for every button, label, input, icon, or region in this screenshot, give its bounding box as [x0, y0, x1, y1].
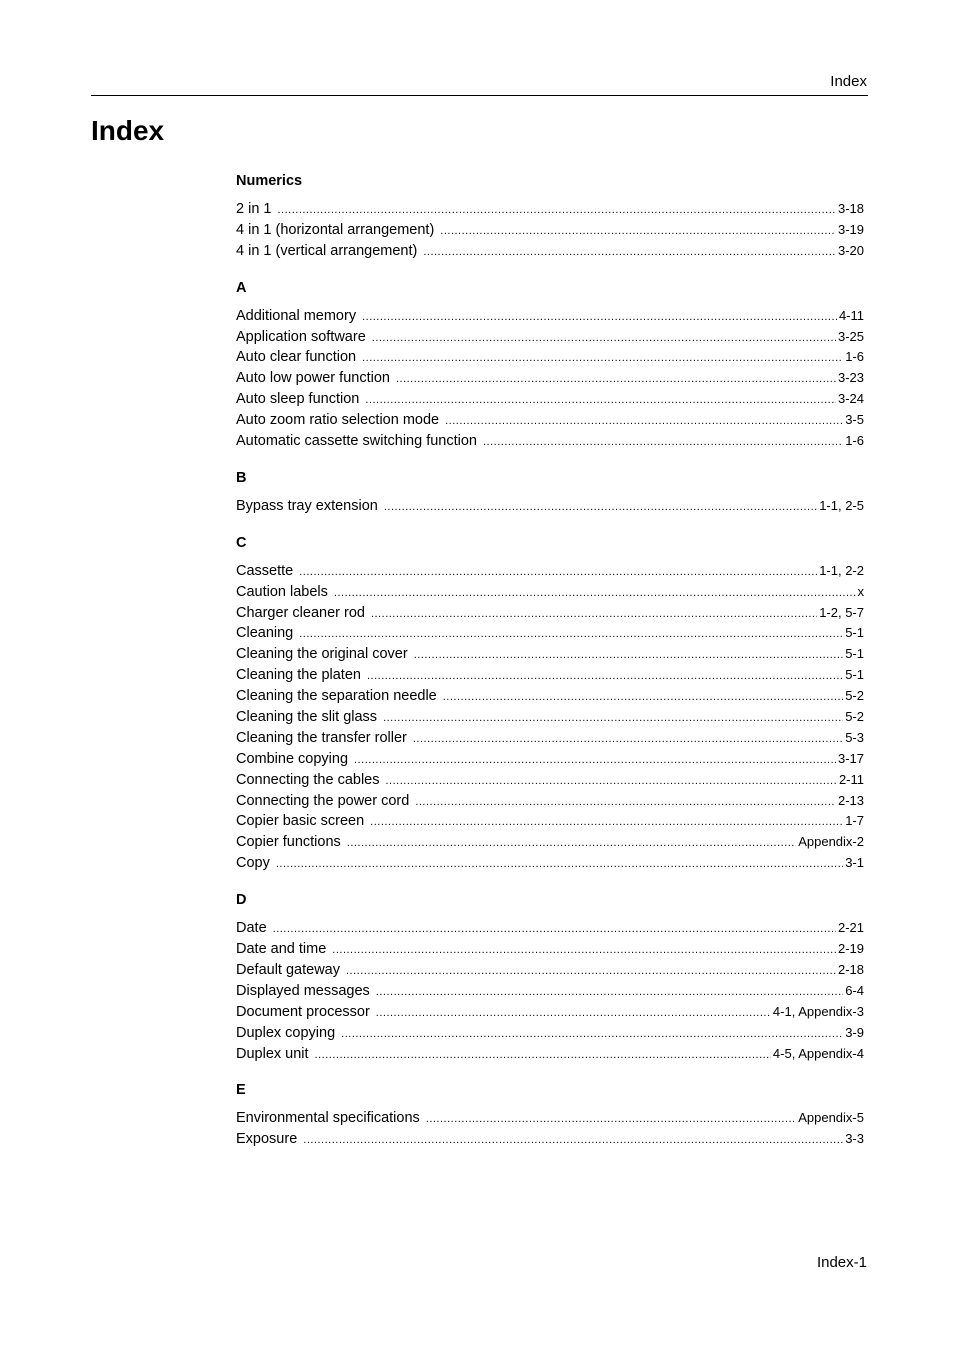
page-number: Index-1: [816, 1254, 867, 1271]
section-heading: Numerics: [236, 173, 303, 189]
index-section: [236, 468, 864, 517]
entry-page-ref: 2-11: [838, 771, 864, 787]
dot-leader: [315, 1045, 771, 1066]
entry-page-ref: 1-2, 5-7: [819, 604, 864, 620]
index-entry: [236, 603, 864, 624]
index-entry: [236, 623, 864, 644]
section-heading: B: [236, 469, 247, 486]
entry-page-ref: 2-18: [837, 961, 864, 977]
entry-term: Cleaning the slit glass: [236, 709, 378, 726]
index-entry: [236, 220, 864, 241]
dot-leader: [354, 750, 836, 771]
entry-page-ref: 3-3: [845, 1131, 864, 1147]
index-entry: [236, 981, 864, 1002]
entry-term: Auto zoom ratio selection mode: [236, 412, 440, 429]
entry-page-ref: 5-1: [845, 667, 864, 683]
section-heading: A: [236, 279, 247, 296]
index-section: [236, 533, 864, 874]
section-heading: E: [236, 1082, 246, 1099]
dot-leader: [370, 812, 843, 833]
section-heading: C: [236, 534, 247, 551]
entry-page-ref: 1-6: [845, 349, 864, 365]
entry-term: Cleaning the transfer roller: [236, 729, 407, 746]
index-entry: [236, 1044, 864, 1065]
dot-leader: [440, 221, 836, 242]
running-header: Index: [830, 73, 867, 90]
dot-leader: [396, 369, 836, 390]
index-section: [236, 1080, 864, 1150]
entry-page-ref: Appendix-2: [798, 834, 864, 850]
entry-page-ref: 2-13: [837, 792, 864, 808]
entry-page-ref: 3-9: [845, 1024, 864, 1040]
entry-term: 2 in 1: [236, 201, 272, 217]
dot-leader: [371, 604, 817, 625]
index-entry: [236, 728, 864, 749]
entry-term: Combine copying: [236, 750, 349, 767]
index-section: [236, 278, 864, 452]
index-entry: [236, 686, 864, 707]
index-entry: [236, 431, 864, 452]
entry-page-ref: 5-2: [845, 688, 864, 704]
index-entry: [236, 389, 864, 410]
index-entry: [236, 770, 864, 791]
index-entry: [236, 644, 864, 665]
index-entry: [236, 749, 864, 770]
entry-page-ref: 3-23: [837, 370, 864, 386]
dot-leader: [483, 432, 843, 453]
entry-page-ref: 3-1: [845, 855, 864, 871]
entry-page-ref: 2-19: [837, 941, 864, 957]
entry-page-ref: 3-17: [837, 750, 864, 766]
entry-term: Date and time: [236, 941, 327, 958]
entry-term: Exposure: [236, 1131, 298, 1148]
entry-page-ref: 1-6: [845, 433, 864, 449]
dot-leader: [413, 729, 843, 750]
entry-term: Connecting the power cord: [236, 792, 410, 809]
header-rule: [91, 95, 868, 96]
dot-leader: [426, 1109, 796, 1130]
dot-leader: [414, 645, 844, 666]
entry-page-ref: 3-18: [837, 201, 864, 216]
entry-term: Bypass tray extension: [236, 497, 378, 514]
dot-leader: [367, 666, 843, 687]
dot-leader: [384, 497, 817, 518]
entry-page-ref: 3-25: [837, 328, 864, 344]
index-entry: [236, 241, 864, 262]
entry-term: Copy: [236, 855, 270, 872]
index-entry: [236, 1002, 864, 1023]
index-entry: [236, 199, 864, 220]
section-heading: D: [236, 892, 247, 909]
entry-term: Copier basic screen: [236, 813, 365, 830]
dot-leader: [299, 562, 817, 583]
dot-leader: [273, 919, 836, 940]
entry-page-ref: 5-1: [845, 646, 864, 662]
index-entry: [236, 832, 864, 853]
entry-term: 4 in 1 (horizontal arrangement): [236, 221, 435, 238]
index-entry: [236, 368, 864, 389]
dot-leader: [341, 1024, 843, 1045]
entry-page-ref: 1-7: [845, 813, 864, 829]
entry-term: Charger cleaner rod: [236, 604, 365, 621]
dot-leader: [303, 1130, 843, 1151]
index-entry: [236, 582, 864, 603]
entry-term: Document processor: [236, 1003, 370, 1020]
entry-page-ref: 5-1: [845, 625, 864, 641]
entry-term: Auto sleep function: [236, 391, 360, 408]
entry-page-ref: 1-1, 2-5: [819, 497, 864, 513]
entry-page-ref: 2-21: [837, 920, 864, 936]
entry-page-ref: 3-20: [837, 242, 864, 258]
dot-leader: [445, 411, 843, 432]
dot-leader: [423, 242, 836, 263]
entry-term: Default gateway: [236, 961, 340, 978]
dot-leader: [299, 624, 843, 645]
entry-page-ref: 3-19: [837, 221, 864, 237]
index-entry: [236, 960, 864, 981]
index-entry: [236, 791, 864, 812]
entry-term: Duplex copying: [236, 1024, 336, 1041]
entry-page-ref: 6-4: [845, 982, 864, 998]
index-entry: [236, 939, 864, 960]
entry-term: Copier functions: [236, 834, 341, 851]
index-section: [236, 890, 864, 1064]
index-entry: [236, 306, 864, 327]
entry-term: Cleaning: [236, 625, 294, 642]
dot-leader: [347, 833, 796, 854]
index-entry: [236, 918, 864, 939]
index-body: [236, 171, 864, 1166]
dot-leader: [415, 792, 836, 813]
index-entry: [236, 1129, 864, 1150]
entry-term: Automatic cassette switching function: [236, 433, 477, 450]
index-section: [236, 171, 864, 262]
entry-term: Cleaning the platen: [236, 667, 361, 684]
entry-term: Auto low power function: [236, 370, 390, 387]
index-entry: [236, 1108, 864, 1129]
entry-page-ref: Appendix-5: [798, 1110, 864, 1126]
dot-leader: [372, 328, 836, 349]
entry-term: Application software: [236, 328, 366, 345]
dot-leader: [443, 687, 843, 708]
entry-term: Auto clear function: [236, 349, 357, 366]
entry-term: Date: [236, 920, 267, 937]
index-entry: [236, 811, 864, 832]
page-title: Index: [91, 115, 165, 146]
entry-page-ref: 3-24: [837, 391, 864, 407]
entry-term: Environmental specifications: [236, 1110, 420, 1127]
index-entry: [236, 853, 864, 874]
dot-leader: [376, 982, 843, 1003]
index-entry: [236, 410, 864, 431]
dot-leader: [386, 771, 837, 792]
index-entry: [236, 1023, 864, 1044]
entry-term: Cleaning the original cover: [236, 646, 408, 663]
entry-page-ref: 5-2: [845, 709, 864, 725]
index-entry: [236, 496, 864, 517]
entry-term: 4 in 1 (vertical arrangement): [236, 242, 418, 259]
entry-term: Additional memory: [236, 307, 357, 324]
entry-page-ref: 4-5, Appendix-4: [772, 1045, 864, 1061]
entry-page-ref: 3-5: [845, 412, 864, 428]
entry-page-ref: x: [857, 583, 864, 599]
dot-leader: [276, 854, 843, 875]
dot-leader: [362, 307, 837, 328]
dot-leader: [332, 940, 836, 961]
entry-term: Cleaning the separation needle: [236, 688, 437, 705]
entry-page-ref: 1-1, 2-2: [819, 562, 864, 578]
dot-leader: [277, 200, 835, 221]
index-entry: [236, 561, 864, 582]
entry-page-ref: 4-11: [838, 307, 864, 323]
index-entry: [236, 665, 864, 686]
entry-page-ref: 4-1, Appendix-3: [772, 1003, 864, 1019]
index-entry: [236, 327, 864, 348]
entry-term: Connecting the cables: [236, 771, 380, 788]
dot-leader: [346, 961, 836, 982]
index-entry: [236, 347, 864, 368]
dot-leader: [365, 390, 836, 411]
entry-term: Caution labels: [236, 583, 328, 600]
dot-leader: [334, 583, 856, 604]
dot-leader: [383, 708, 843, 729]
index-entry: [236, 707, 864, 728]
dot-leader: [376, 1003, 771, 1024]
entry-page-ref: 5-3: [845, 729, 864, 745]
entry-term: Duplex unit: [236, 1045, 309, 1062]
entry-term: Displayed messages: [236, 982, 370, 999]
entry-term: Cassette: [236, 562, 294, 579]
dot-leader: [362, 348, 843, 369]
